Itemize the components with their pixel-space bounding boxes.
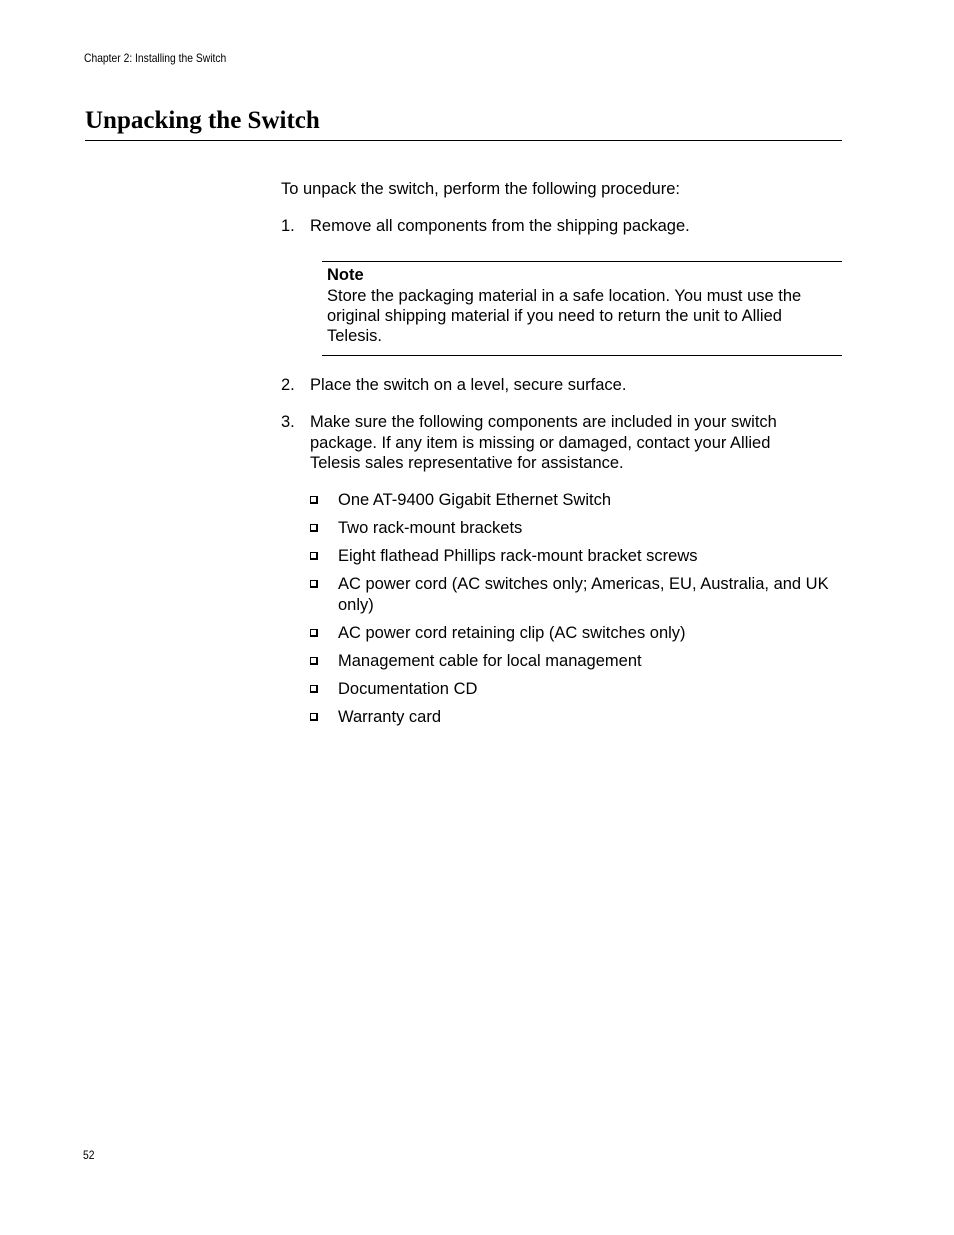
checkbox-bullet-icon	[310, 552, 318, 560]
note-text: Store the packaging material in a safe location. You must use the original shipping material if you need to return the unit to Allied Telesis.	[327, 286, 802, 345]
checkbox-bullet-icon	[310, 657, 318, 665]
list-item-text: Two rack-mount brackets	[338, 519, 523, 537]
list-item	[309, 679, 839, 700]
list-item	[309, 518, 839, 539]
note-label: Note	[327, 266, 364, 284]
component-checklist	[309, 490, 839, 735]
list-item	[309, 546, 839, 567]
list-item	[309, 490, 839, 511]
list-item-text: AC power cord (AC switches only; Americas, EU, Australia, and UK only)	[338, 575, 829, 614]
list-item-text: AC power cord retaining clip (AC switches only)	[338, 623, 686, 642]
page-number: 52	[83, 1148, 95, 1162]
checkbox-bullet-icon	[310, 496, 318, 504]
step-number: 3.	[281, 413, 295, 431]
checkbox-bullet-icon	[310, 629, 318, 637]
checkbox-bullet-icon	[310, 524, 318, 532]
section-title: Unpacking the Switch	[85, 106, 842, 141]
step-number: 2.	[281, 376, 295, 394]
list-item-text: Eight flathead Phillips rack-mount bracket screws	[338, 547, 698, 565]
list-item	[309, 651, 839, 672]
step-text: Place the switch on a level, secure surface.	[310, 376, 627, 394]
checkbox-bullet-icon	[310, 685, 318, 693]
list-item-text: Warranty card	[338, 707, 441, 726]
list-item	[309, 707, 839, 728]
step-text: Remove all components from the shipping package.	[310, 217, 690, 235]
running-header: Chapter 2: Installing the Switch	[84, 51, 227, 65]
intro-text: To unpack the switch, perform the following procedure:	[281, 180, 680, 198]
list-item	[309, 623, 839, 644]
list-item	[309, 574, 839, 615]
checkbox-bullet-icon	[310, 713, 318, 721]
checkbox-bullet-icon	[310, 580, 318, 588]
list-item-text: One AT-9400 Gigabit Ethernet Switch	[338, 491, 612, 509]
step-number: 1.	[281, 217, 295, 235]
step-text: Make sure the following components are included in your switch package. If any item is missing or damaged, contact your Allied Telesis sales representative for assistance.	[310, 413, 777, 472]
list-item-text: Documentation CD	[338, 679, 478, 698]
list-item-text: Management cable for local management	[338, 651, 642, 670]
note-box	[322, 261, 842, 356]
